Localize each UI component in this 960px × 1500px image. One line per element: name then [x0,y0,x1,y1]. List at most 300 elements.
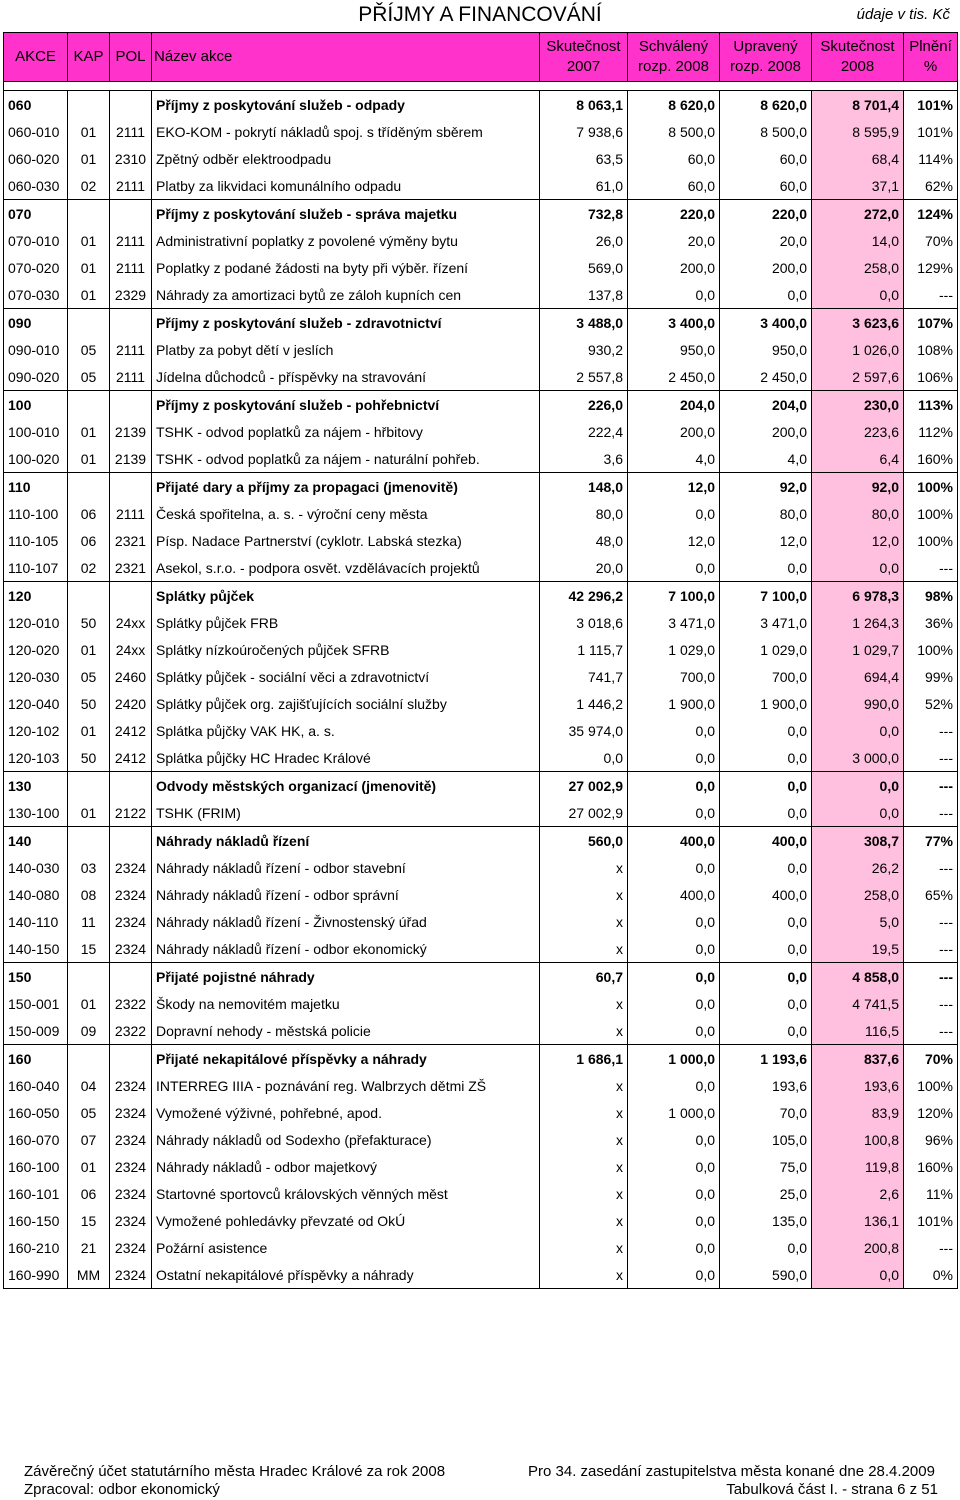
cell-plneni: 106% [904,363,958,391]
cell-skutecnost-2007: 60,7 [540,963,628,991]
cell-schvaleny: 0,0 [628,772,720,800]
cell-skutecnost-2007: x [540,1261,628,1289]
cell-kap: 50 [68,690,110,717]
col-kap: KAP [68,33,110,82]
cell-kap: 02 [68,554,110,582]
cell-plneni: 70% [904,1045,958,1073]
cell-skutecnost-2007: 27 002,9 [540,772,628,800]
cell-kap: 05 [68,363,110,391]
table-row [4,690,958,717]
cell-schvaleny: 20,0 [628,227,720,254]
cell-nazev: Ostatní nekapitálové příspěvky a náhrady [152,1261,540,1289]
cell-plneni: 0% [904,1261,958,1289]
cell-akce: 090-020 [4,363,68,391]
cell-kap: 01 [68,418,110,445]
cell-skutecnost-2008: 83,9 [812,1099,904,1126]
cell-pol [110,827,152,855]
cell-nazev: Platby za pobyt dětí v jeslích [152,336,540,363]
table-row [4,363,958,391]
cell-skutecnost-2007: 741,7 [540,663,628,690]
cell-nazev: Přijaté nekapitálové příspěvky a náhrady [152,1045,540,1073]
cell-upraveny: 20,0 [720,227,812,254]
col-skutecnost-2008: Skutečnost 2008 [812,33,904,82]
cell-akce: 060-010 [4,118,68,145]
cell-upraveny: 0,0 [720,908,812,935]
cell-nazev: Náhrady nákladů - odbor majetkový [152,1153,540,1180]
cell-nazev: Příjmy z poskytování služeb - odpady [152,91,540,119]
cell-upraveny: 25,0 [720,1180,812,1207]
cell-pol [110,582,152,610]
cell-skutecnost-2007: 61,0 [540,172,628,200]
cell-schvaleny: 0,0 [628,854,720,881]
category-row [4,772,958,800]
footer-page: Tabulková část I. - strana 6 z 51 [726,1481,938,1498]
cell-skutecnost-2007: 3 488,0 [540,309,628,337]
category-row [4,963,958,991]
table-row [4,172,958,200]
cell-plneni: 120% [904,1099,958,1126]
cell-plneni: 100% [904,1072,958,1099]
cell-schvaleny: 200,0 [628,418,720,445]
cell-akce: 160-210 [4,1234,68,1261]
cell-skutecnost-2008: 3 623,6 [812,309,904,337]
table-row [4,500,958,527]
cell-akce: 120-020 [4,636,68,663]
cell-skutecnost-2007: 42 296,2 [540,582,628,610]
cell-kap: 06 [68,1180,110,1207]
cell-upraveny: 0,0 [720,1017,812,1045]
cell-schvaleny: 0,0 [628,500,720,527]
cell-skutecnost-2007: 0,0 [540,744,628,772]
cell-plneni: --- [904,990,958,1017]
cell-schvaleny: 4,0 [628,445,720,473]
cell-upraveny: 0,0 [720,772,812,800]
cell-plneni: --- [904,1017,958,1045]
cell-pol: 2324 [110,1180,152,1207]
cell-upraveny: 70,0 [720,1099,812,1126]
cell-skutecnost-2008: 5,0 [812,908,904,935]
cell-upraveny: 0,0 [720,281,812,309]
cell-pol: 2324 [110,935,152,963]
cell-plneni: 160% [904,445,958,473]
category-row [4,91,958,119]
cell-plneni: --- [904,281,958,309]
cell-skutecnost-2008: 2,6 [812,1180,904,1207]
cell-plneni: 112% [904,418,958,445]
cell-upraveny: 0,0 [720,1234,812,1261]
table-row [4,1126,958,1153]
cell-akce: 160-100 [4,1153,68,1180]
footer-document-title: Závěrečný účet statutárního města Hradec Králové za rok 2008 [24,1463,446,1480]
cell-skutecnost-2008: 6,4 [812,445,904,473]
cell-skutecnost-2007: x [540,1180,628,1207]
cell-skutecnost-2007: 80,0 [540,500,628,527]
cell-schvaleny: 0,0 [628,1153,720,1180]
cell-pol [110,309,152,337]
cell-pol: 2111 [110,363,152,391]
cell-kap [68,391,110,419]
cell-skutecnost-2008: 14,0 [812,227,904,254]
cell-schvaleny: 3 400,0 [628,309,720,337]
cell-upraveny: 80,0 [720,500,812,527]
cell-schvaleny: 12,0 [628,473,720,501]
cell-upraveny: 0,0 [720,854,812,881]
cell-schvaleny: 1 000,0 [628,1099,720,1126]
cell-pol: 2324 [110,1261,152,1289]
cell-skutecnost-2007: 222,4 [540,418,628,445]
cell-skutecnost-2007: 560,0 [540,827,628,855]
table-row [4,935,958,963]
cell-schvaleny: 204,0 [628,391,720,419]
cell-skutecnost-2008: 92,0 [812,473,904,501]
cell-plneni: 101% [904,118,958,145]
cell-nazev: Náhrady nákladů řízení - odbor ekonomický [152,935,540,963]
cell-upraveny: 1 900,0 [720,690,812,717]
cell-kap: 05 [68,336,110,363]
cell-plneni: 96% [904,1126,958,1153]
cell-akce: 160-101 [4,1180,68,1207]
cell-nazev: Vymožené výživné, pohřebné, apod. [152,1099,540,1126]
cell-upraveny: 0,0 [720,935,812,963]
cell-kap: 08 [68,881,110,908]
cell-akce: 150 [4,963,68,991]
cell-kap [68,1045,110,1073]
cell-nazev: Vymožené pohledávky převzaté od OkÚ [152,1207,540,1234]
cell-pol [110,391,152,419]
table-row [4,281,958,309]
cell-akce: 160-990 [4,1261,68,1289]
cell-schvaleny: 0,0 [628,908,720,935]
table-row [4,881,958,908]
cell-pol: 2321 [110,554,152,582]
table-row [4,1153,958,1180]
cell-nazev: Platby za likvidaci komunálního odpadu [152,172,540,200]
cell-nazev: Náhrady nákladů řízení [152,827,540,855]
cell-pol: 2460 [110,663,152,690]
cell-akce: 060-030 [4,172,68,200]
cell-kap [68,963,110,991]
cell-skutecnost-2008: 68,4 [812,145,904,172]
col-akce: AKCE [4,33,68,82]
table-row [4,990,958,1017]
cell-plneni: --- [904,963,958,991]
cell-kap: 50 [68,609,110,636]
table-row [4,527,958,554]
cell-pol: 2324 [110,1234,152,1261]
cell-kap [68,827,110,855]
cell-schvaleny: 0,0 [628,554,720,582]
table-row [4,636,958,663]
cell-skutecnost-2007: x [540,1126,628,1153]
cell-skutecnost-2007: 3 018,6 [540,609,628,636]
cell-pol: 2324 [110,1153,152,1180]
cell-upraveny: 204,0 [720,391,812,419]
cell-upraveny: 590,0 [720,1261,812,1289]
cell-skutecnost-2007: 27 002,9 [540,799,628,827]
cell-kap: 05 [68,663,110,690]
cell-upraveny: 135,0 [720,1207,812,1234]
cell-skutecnost-2008: 0,0 [812,717,904,744]
cell-nazev: Náhrady nákladů řízení - Živnostenský úřad [152,908,540,935]
cell-plneni: --- [904,717,958,744]
cell-upraveny: 60,0 [720,172,812,200]
cell-kap: 04 [68,1072,110,1099]
cell-pol: 2122 [110,799,152,827]
cell-akce: 110-105 [4,527,68,554]
income-table [3,32,958,1289]
cell-schvaleny: 0,0 [628,1180,720,1207]
table-row [4,145,958,172]
cell-kap [68,473,110,501]
cell-akce: 070-010 [4,227,68,254]
cell-kap: 11 [68,908,110,935]
cell-akce: 110 [4,473,68,501]
cell-plneni: --- [904,772,958,800]
cell-skutecnost-2008: 258,0 [812,881,904,908]
cell-pol: 2329 [110,281,152,309]
cell-pol: 2324 [110,854,152,881]
cell-akce: 120 [4,582,68,610]
cell-skutecnost-2007: 3,6 [540,445,628,473]
cell-akce: 140-030 [4,854,68,881]
table-row [4,227,958,254]
table-row [4,1234,958,1261]
cell-skutecnost-2007: x [540,935,628,963]
cell-pol: 2324 [110,908,152,935]
cell-akce: 090 [4,309,68,337]
cell-kap: 01 [68,799,110,827]
cell-upraveny: 200,0 [720,418,812,445]
cell-kap: 01 [68,227,110,254]
cell-akce: 160-070 [4,1126,68,1153]
col-skutecnost-2007: Skutečnost 2007 [540,33,628,82]
cell-skutecnost-2007: x [540,881,628,908]
cell-pol: 2322 [110,1017,152,1045]
cell-pol: 2324 [110,1099,152,1126]
cell-skutecnost-2008: 0,0 [812,281,904,309]
cell-skutecnost-2007: x [540,1072,628,1099]
cell-schvaleny: 7 100,0 [628,582,720,610]
cell-skutecnost-2007: x [540,1234,628,1261]
category-row [4,473,958,501]
cell-skutecnost-2007: 569,0 [540,254,628,281]
cell-upraveny: 2 450,0 [720,363,812,391]
cell-nazev: INTERREG IIIA - poznávání reg. Walbrzych dětmi ZŠ [152,1072,540,1099]
cell-upraveny: 0,0 [720,990,812,1017]
cell-pol: 2324 [110,881,152,908]
cell-akce: 150-009 [4,1017,68,1045]
cell-skutecnost-2008: 8 595,9 [812,118,904,145]
table-row [4,1180,958,1207]
cell-nazev: Asekol, s.r.o. - podpora osvět. vzdělávacích projektů [152,554,540,582]
cell-pol: 2111 [110,254,152,281]
cell-schvaleny: 0,0 [628,1072,720,1099]
cell-nazev: Přijaté pojistné náhrady [152,963,540,991]
cell-plneni: 113% [904,391,958,419]
cell-plneni: 107% [904,309,958,337]
cell-skutecnost-2007: x [540,1153,628,1180]
cell-pol: 2111 [110,172,152,200]
cell-schvaleny: 2 450,0 [628,363,720,391]
cell-upraveny: 8 500,0 [720,118,812,145]
cell-plneni: 99% [904,663,958,690]
cell-nazev: Příjmy z poskytování služeb - zdravotnictví [152,309,540,337]
cell-pol: 2322 [110,990,152,1017]
cell-upraveny: 12,0 [720,527,812,554]
table-row [4,799,958,827]
cell-plneni: --- [904,935,958,963]
cell-skutecnost-2008: 136,1 [812,1207,904,1234]
cell-skutecnost-2008: 308,7 [812,827,904,855]
cell-skutecnost-2007: x [540,1099,628,1126]
cell-skutecnost-2008: 1 026,0 [812,336,904,363]
cell-skutecnost-2008: 837,6 [812,1045,904,1073]
cell-plneni: 114% [904,145,958,172]
table-row [4,717,958,744]
cell-plneni: 70% [904,227,958,254]
cell-skutecnost-2007: 1 446,2 [540,690,628,717]
cell-nazev: TSHK - odvod poplatků za nájem - hřbitovy [152,418,540,445]
cell-pol: 24xx [110,636,152,663]
cell-plneni: 98% [904,582,958,610]
cell-nazev: Požární asistence [152,1234,540,1261]
cell-upraveny: 3 471,0 [720,609,812,636]
cell-upraveny: 400,0 [720,827,812,855]
cell-kap: 01 [68,717,110,744]
cell-kap: 01 [68,254,110,281]
cell-skutecnost-2007: 20,0 [540,554,628,582]
cell-skutecnost-2008: 6 978,3 [812,582,904,610]
cell-pol: 2139 [110,445,152,473]
cell-upraveny: 220,0 [720,200,812,228]
cell-skutecnost-2008: 200,8 [812,1234,904,1261]
cell-nazev: Administrativní poplatky z povolené výměny bytu [152,227,540,254]
cell-plneni: --- [904,854,958,881]
cell-skutecnost-2008: 8 701,4 [812,91,904,119]
cell-skutecnost-2007: 2 557,8 [540,363,628,391]
cell-akce: 070 [4,200,68,228]
cell-skutecnost-2007: 26,0 [540,227,628,254]
cell-akce: 160-040 [4,1072,68,1099]
cell-upraveny: 0,0 [720,744,812,772]
cell-skutecnost-2007: 1 115,7 [540,636,628,663]
cell-schvaleny: 1 000,0 [628,1045,720,1073]
table-row [4,609,958,636]
cell-skutecnost-2008: 0,0 [812,1261,904,1289]
cell-akce: 100 [4,391,68,419]
cell-kap: 21 [68,1234,110,1261]
cell-skutecnost-2008: 0,0 [812,554,904,582]
cell-nazev: Česká spořitelna, a. s. - výroční ceny města [152,500,540,527]
cell-skutecnost-2007: 63,5 [540,145,628,172]
cell-nazev: Splátka půjčky VAK HK, a. s. [152,717,540,744]
cell-schvaleny: 0,0 [628,1234,720,1261]
cell-schvaleny: 0,0 [628,1207,720,1234]
cell-nazev: Náhrady za amortizaci bytů ze záloh kupních cen [152,281,540,309]
cell-akce: 120-010 [4,609,68,636]
cell-skutecnost-2008: 272,0 [812,200,904,228]
cell-plneni: 101% [904,91,958,119]
cell-schvaleny: 950,0 [628,336,720,363]
cell-upraveny: 700,0 [720,663,812,690]
cell-akce: 120-030 [4,663,68,690]
cell-schvaleny: 8 620,0 [628,91,720,119]
cell-nazev: Splátky půjček - sociální věci a zdravotnictví [152,663,540,690]
cell-akce: 120-040 [4,690,68,717]
cell-kap: 01 [68,281,110,309]
cell-pol: 2111 [110,227,152,254]
cell-upraveny: 4,0 [720,445,812,473]
cell-nazev: EKO-KOM - pokrytí nákladů spoj. s tříděným sběrem [152,118,540,145]
cell-schvaleny: 12,0 [628,527,720,554]
cell-skutecnost-2008: 0,0 [812,772,904,800]
cell-skutecnost-2007: x [540,908,628,935]
cell-plneni: 11% [904,1180,958,1207]
cell-skutecnost-2007: 137,8 [540,281,628,309]
cell-plneni: 36% [904,609,958,636]
cell-skutecnost-2007: x [540,1207,628,1234]
cell-skutecnost-2008: 116,5 [812,1017,904,1045]
cell-plneni: 100% [904,636,958,663]
cell-schvaleny: 60,0 [628,172,720,200]
cell-kap: MM [68,1261,110,1289]
cell-plneni: 77% [904,827,958,855]
cell-upraveny: 92,0 [720,473,812,501]
cell-kap [68,772,110,800]
table-row [4,1017,958,1045]
cell-nazev: Dopravní nehody - městská policie [152,1017,540,1045]
cell-pol: 2310 [110,145,152,172]
cell-plneni: --- [904,554,958,582]
cell-skutecnost-2007: 226,0 [540,391,628,419]
cell-akce: 100-020 [4,445,68,473]
cell-upraveny: 60,0 [720,145,812,172]
table-row [4,744,958,772]
cell-pol: 2324 [110,1207,152,1234]
col-pol: POL [110,33,152,82]
cell-pol: 2324 [110,1072,152,1099]
cell-skutecnost-2008: 100,8 [812,1126,904,1153]
cell-schvaleny: 3 471,0 [628,609,720,636]
cell-akce: 060 [4,91,68,119]
cell-schvaleny: 0,0 [628,1261,720,1289]
table-row [4,1099,958,1126]
cell-skutecnost-2008: 37,1 [812,172,904,200]
cell-akce: 140-110 [4,908,68,935]
cell-kap: 01 [68,145,110,172]
footer-prepared-by: Zpracoval: odbor ekonomický [24,1481,220,1498]
cell-upraveny: 0,0 [720,799,812,827]
cell-schvaleny: 0,0 [628,281,720,309]
cell-plneni: 100% [904,500,958,527]
cell-skutecnost-2008: 1 264,3 [812,609,904,636]
cell-schvaleny: 1 029,0 [628,636,720,663]
footer-meeting: Pro 34. zasedání zastupitelstva města konané dne 28.4.2009 [528,1463,935,1480]
cell-pol: 2111 [110,118,152,145]
cell-skutecnost-2007: 732,8 [540,200,628,228]
cell-kap: 06 [68,500,110,527]
col-upraveny: Upravený rozp. 2008 [720,33,812,82]
page-title: PŘÍJMY A FINANCOVÁNÍ [358,3,602,26]
cell-skutecnost-2008: 4 741,5 [812,990,904,1017]
cell-nazev: Náhrady nákladů řízení - odbor stavební [152,854,540,881]
cell-pol: 2412 [110,717,152,744]
cell-upraveny: 8 620,0 [720,91,812,119]
cell-skutecnost-2008: 1 029,7 [812,636,904,663]
cell-plneni: 129% [904,254,958,281]
cell-kap [68,200,110,228]
cell-nazev: Poplatky z podané žádosti na byty při výběr. řízení [152,254,540,281]
